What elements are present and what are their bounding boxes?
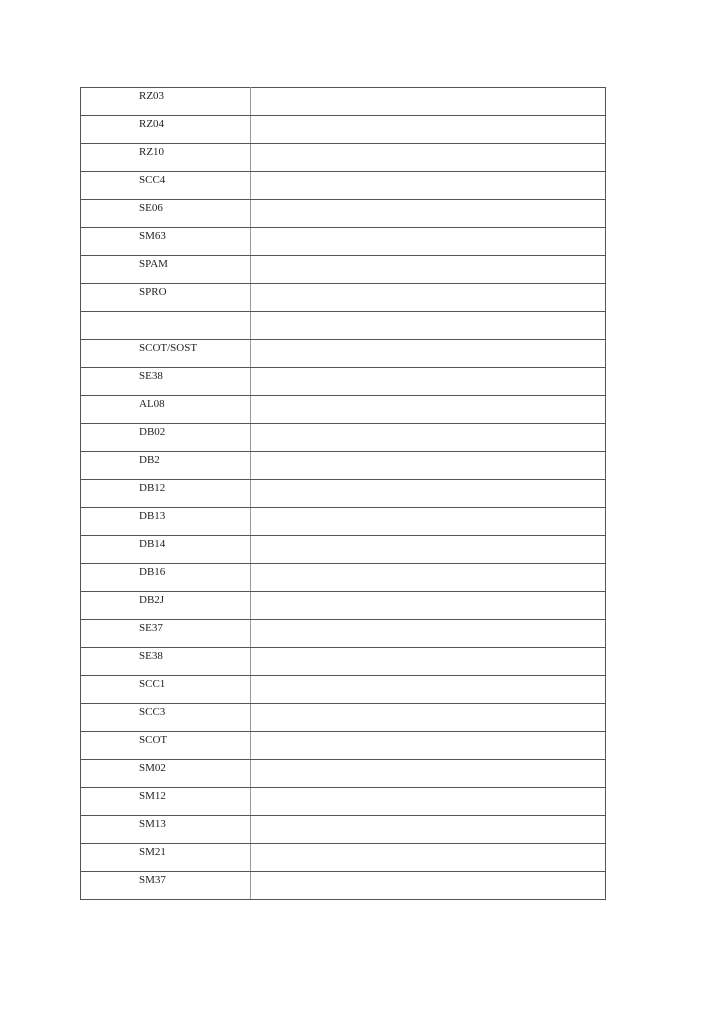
table-row xyxy=(81,480,606,508)
transaction-code-cell: RZ10 xyxy=(81,144,251,172)
description-cell xyxy=(251,452,606,480)
description-cell xyxy=(251,592,606,620)
transaction-code-cell: SM02 xyxy=(81,760,251,788)
transaction-code-cell: SE38 xyxy=(81,648,251,676)
table-row xyxy=(81,256,606,284)
transaction-code-cell: DB2J xyxy=(81,592,251,620)
description-cell xyxy=(251,396,606,424)
transaction-code-cell: RZ04 xyxy=(81,116,251,144)
table-row xyxy=(81,788,606,816)
description-cell xyxy=(251,816,606,844)
description-cell xyxy=(251,844,606,872)
description-cell xyxy=(251,872,606,900)
description-cell xyxy=(251,676,606,704)
description-cell xyxy=(251,200,606,228)
description-cell xyxy=(251,620,606,648)
transaction-code-cell: DB16 xyxy=(81,564,251,592)
table-row xyxy=(81,144,606,172)
description-cell xyxy=(251,368,606,396)
transaction-code-cell: SM12 xyxy=(81,788,251,816)
description-cell xyxy=(251,228,606,256)
transaction-code-cell: SE37 xyxy=(81,620,251,648)
transaction-code-cell: DB13 xyxy=(81,508,251,536)
description-cell xyxy=(251,144,606,172)
description-cell xyxy=(251,704,606,732)
table-row xyxy=(81,508,606,536)
transaction-code-cell: SCC4 xyxy=(81,172,251,200)
description-cell xyxy=(251,116,606,144)
transaction-code-cell: SE06 xyxy=(81,200,251,228)
table-row xyxy=(81,312,606,340)
description-cell xyxy=(251,312,606,340)
table-row xyxy=(81,424,606,452)
description-cell xyxy=(251,424,606,452)
description-cell xyxy=(251,564,606,592)
transaction-code-cell: SCC3 xyxy=(81,704,251,732)
table-row xyxy=(81,760,606,788)
transaction-code-cell: SM37 xyxy=(81,872,251,900)
transaction-code-cell: SM63 xyxy=(81,228,251,256)
transaction-code-cell: SCOT xyxy=(81,732,251,760)
transaction-code-table xyxy=(80,87,606,900)
transaction-code-cell: AL08 xyxy=(81,396,251,424)
transaction-code-cell: SPRO xyxy=(81,284,251,312)
table-row xyxy=(81,816,606,844)
transaction-code-cell: DB12 xyxy=(81,480,251,508)
table-row xyxy=(81,676,606,704)
transaction-code-cell: DB02 xyxy=(81,424,251,452)
table-row xyxy=(81,872,606,900)
transaction-code-cell: SE38 xyxy=(81,368,251,396)
description-cell xyxy=(251,760,606,788)
table-row xyxy=(81,648,606,676)
transaction-code-cell: RZ03 xyxy=(81,88,251,116)
description-cell xyxy=(251,480,606,508)
description-cell xyxy=(251,256,606,284)
transaction-code-cell: DB14 xyxy=(81,536,251,564)
table-row xyxy=(81,200,606,228)
transaction-code-cell: SPAM xyxy=(81,256,251,284)
transaction-code-cell: SM13 xyxy=(81,816,251,844)
description-cell xyxy=(251,508,606,536)
description-cell xyxy=(251,284,606,312)
table-row xyxy=(81,732,606,760)
table-row xyxy=(81,536,606,564)
table-row xyxy=(81,284,606,312)
table-row xyxy=(81,88,606,116)
table-row xyxy=(81,340,606,368)
description-cell xyxy=(251,732,606,760)
table-body xyxy=(81,88,606,900)
description-cell xyxy=(251,648,606,676)
description-cell xyxy=(251,536,606,564)
description-cell xyxy=(251,788,606,816)
table-row xyxy=(81,620,606,648)
transaction-code-cell: DB2 xyxy=(81,452,251,480)
table-row xyxy=(81,396,606,424)
table-row xyxy=(81,592,606,620)
table-row xyxy=(81,172,606,200)
transaction-code-cell xyxy=(81,312,251,340)
table-row xyxy=(81,452,606,480)
table-row xyxy=(81,228,606,256)
description-cell xyxy=(251,88,606,116)
table-row xyxy=(81,368,606,396)
transaction-code-cell: SCOT/SOST xyxy=(81,340,251,368)
table-row xyxy=(81,116,606,144)
table-row xyxy=(81,704,606,732)
description-cell xyxy=(251,172,606,200)
transaction-code-cell: SM21 xyxy=(81,844,251,872)
transaction-code-cell: SCC1 xyxy=(81,676,251,704)
description-cell xyxy=(251,340,606,368)
table-row xyxy=(81,844,606,872)
table-row xyxy=(81,564,606,592)
